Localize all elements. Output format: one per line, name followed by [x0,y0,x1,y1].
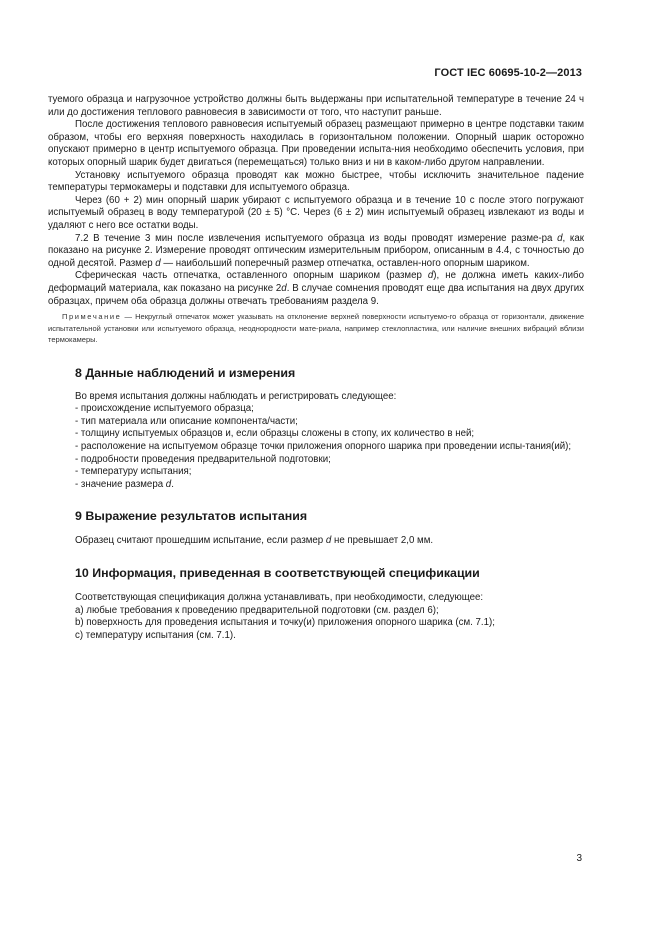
variable-d: d [165,478,172,490]
section-8-body [48,391,584,492]
list-item: - толщину испытуемых образцов и, если образцы сложены в стопу, их количество в ней; [75,428,475,440]
list-item: - подробности проведения предварительной подготовки; [75,453,331,465]
text-span: Образец считают прошедшим испытание, если размер [75,535,326,547]
note [48,311,584,346]
text-span: — наибольший поперечный размер отпечатка, оставлен-ного опорным шариком. [160,257,530,269]
paragraph-spherical [48,270,584,308]
paragraph-continuation: туемого образца и нагрузочное устройство должны быть выдержаны при испытательной температуре в течение 24 ч или до достижения теплового равновесия в зависимости от того, что наступит раньше. [48,94,584,118]
section-8-heading: 8 Данные наблюдений и измерения [75,365,296,380]
paragraph-removal: Через (60 + 2) мин опорный шарик убирают с испытуемого образца и в течение 10 с после этого погружают испытуемый образец в воду температурой (20 ± 5) °С. Через (6 ± 2) мин испытуемый образец извлекают из воды и удаляют с него все остатки воды. [48,194,584,231]
figure-ref-d: d [281,282,287,294]
document-header: ГОСТ IEC 60695-10-2—2013 [434,67,582,79]
note-text: — Некруглый отпечаток может указывать на отклонение верхней поверхности испытуемо-го образца от горизонтали, движение испытательной установки или испытуемого образца, неоднородности мате-риала, например стеклопластика, или наличие внешних вибраций вблизи термокамеры. [48,312,584,345]
list-item: - расположение на испытуемом образце точки приложения опорного шарика при проведении испы-тания(ий); [75,440,572,452]
section-10-intro: Соответствующая спецификация должна устанавливать, при необходимости, следующее: [75,591,484,603]
paragraph-setup: Установку испытуемого образца проводят как можно быстрее, чтобы исключить значительное падение температуры термокамеры и подставки для испытуемого образца. [48,169,584,194]
section-9-heading: 9 Выражение результатов испытания [75,509,308,524]
text-span: не превышает 2,0 мм. [331,535,434,547]
text-span: 7.2 В течение 3 мин после извлечения испытуемого образца из воды проводят измерение разме-ра [75,232,558,244]
paragraph-7-2 [48,233,584,271]
list-item: b) поверхность для проведения испытания и точку(и) приложения опорного шарика (см. 7.1); [75,617,495,629]
note-label: Примечание [62,312,122,322]
text-span: - значение размера [75,478,166,490]
text-span: . В случае сомнения проводят еще два испытания на двух других образцах, причем оба образца должны отвечать требованиям раздела 9. [48,282,584,307]
list-item: c) температуру испытания (см. 7.1). [75,629,236,641]
page-content [48,94,584,642]
variable-d: d [557,232,563,244]
text-span: . [171,478,174,490]
list-item [48,479,584,492]
section-9-text [48,535,584,548]
section-10-body [48,592,584,642]
variable-d: d [427,270,434,282]
list-item: a) любые требования к проведению предварительной подготовки (см. раздел 6); [75,604,439,616]
text-span: Сферическая часть отпечатка, оставленного опорным шариком (размер [75,270,428,282]
text-span: ), не должна иметь каких-либо деформаций материала, как показано на рисунке 2 [48,270,584,294]
variable-d: d [325,535,332,547]
section-9-body [48,535,584,548]
text-span: , как показано на рисунке 2. Измерение проводят оптическим измерительным прибором, описанным в 4.4, с точностью до одной десятой. Размер [48,232,585,269]
section-10-heading: 10 Информация, приведенная в соответствующей спецификации [75,565,480,580]
page-number: 3 [576,853,582,864]
variable-d: d [155,257,161,269]
paragraph-placement: После достижения теплового равновесия испытуемый образец размещают примерно в центре подставки таким образом, чтобы его верхняя поверхность находилась в горизонтальном положении. Опорный шарик осторожно опускают примерно в центр испытуемого образца. При проведении испыта-ния необходимо обеспечить условия, при которых опорный шарик будет двигаться (перемещаться) только вниз и ни в каком-либо другом направлении. [48,119,584,168]
section-8-intro: Во время испытания должны наблюдать и регистрировать следующее: [75,390,397,402]
list-item: - происхождение испытуемого образца; [75,403,254,415]
list-item: - температуру испытания; [75,466,192,478]
list-item: - тип материала или описание компонента/части; [75,415,298,427]
